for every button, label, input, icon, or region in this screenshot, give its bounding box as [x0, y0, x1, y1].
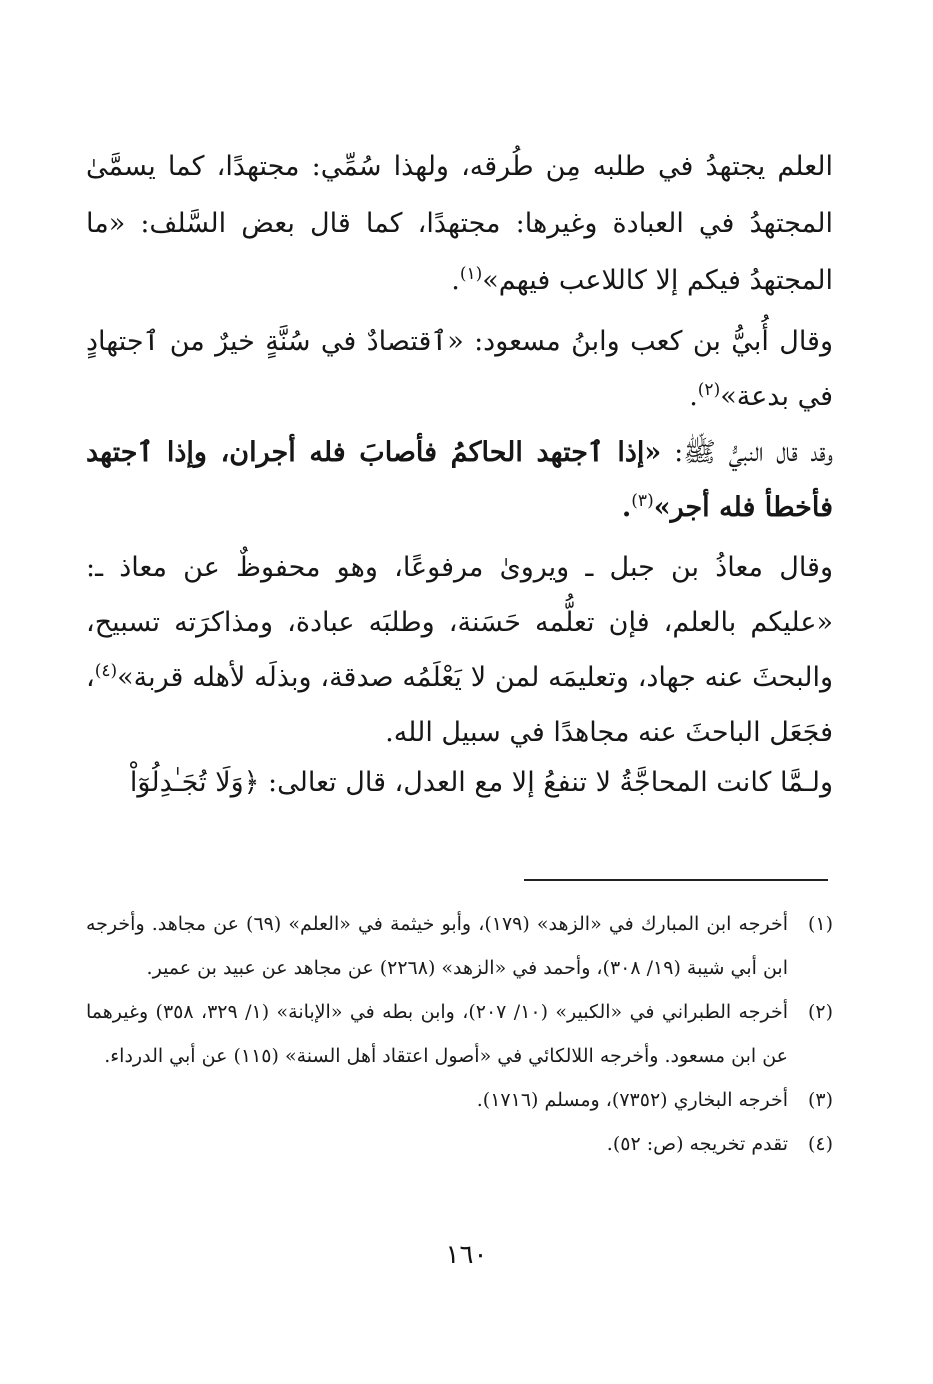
- footnote-divider: [524, 879, 828, 881]
- paragraph-1-end: .: [451, 265, 460, 296]
- footnote-ref-3[interactable]: (٣): [631, 491, 654, 511]
- footnote-number-3: (٣): [807, 1089, 833, 1111]
- footnote-text-4: تقدم تخريجه (ص: ٥٢).: [606, 1133, 788, 1155]
- footnote-2: [86, 990, 833, 1078]
- paragraph-5: [86, 755, 833, 810]
- footnote-number-2: (٢): [807, 1001, 833, 1023]
- footnote-ref-4[interactable]: (٤): [94, 661, 118, 681]
- footnote-text-3: أخرجه البخاري (٧٣٥٢)، ومسلم (١٧١٦).: [476, 1089, 788, 1111]
- hadith-quote: «إذا ٱجتهد الحاكمُ فأصابَ فله أجران، وإذا ٱجتهد فأخطأ فله أجر»: [86, 437, 833, 523]
- footnote-number-1: (١): [807, 913, 833, 935]
- paragraph-2-text: وقال أُبيُّ بن كعب وابنُ مسعود: «ٱقتصادٌ في سُنَّةٍ خيرٌ من ٱجتهادٍ في بدعة»: [86, 326, 833, 412]
- footnote-4: [86, 1122, 833, 1166]
- footnote-1: [86, 902, 833, 990]
- footnote-ref-2[interactable]: (٢): [697, 380, 721, 400]
- paragraph-4-text-b: ، فجَعَل الباحثَ عنه مجاهدًا في سبيل الله.: [86, 662, 833, 748]
- paragraph-1-text: العلم يجتهدُ في طلبه مِن طُرقه، ولهذا سُمِّي: مجتهدًا، كما يسمَّىٰ المجتهدُ في العبادة وغيرها: مجتهدًا، كما قال بعض السَّلف: «ما المجتهدُ فيكم إلا كاللاعب فيهم»: [86, 151, 833, 296]
- paragraph-4: [86, 540, 833, 760]
- paragraph-3-intro: وقد قال النبيُّ ﷺ:: [661, 437, 834, 468]
- footnote-ref-1[interactable]: (١): [459, 264, 483, 284]
- footnotes-section: [86, 902, 833, 1166]
- footnote-3: [86, 1078, 833, 1122]
- footnote-text-1: أخرجه ابن المبارك في «الزهد» (١٧٩)، وأبو خيثمة في «العلم» (٦٩) عن مجاهد. وأخرجه ابن أبي شيبة (١٩/ ٣٠٨)، وأحمد في «الزهد» (٢٢٦٨) عن مجاهد عن عبيد بن عمير.: [86, 913, 788, 979]
- paragraph-5-text: ولـمَّا كانت المحاجَّةُ لا تنفعُ إلا مع العدل، قال تعالى: ﴿وَلَا تُجَـٰدِلُوٓاْ: [129, 767, 833, 798]
- page-number: ١٦٠: [445, 1240, 488, 1270]
- paragraph-3-end: .: [621, 492, 632, 523]
- paragraph-4-text-a: وقال معاذُ بن جبل ـ ويروىٰ مرفوعًا، وهو محفوظٌ عن معاذ ـ: «عليكم بالعلم، فإن تعلُّمه حَسَنة، وطلبَه عبادة، ومذاكرَته تسبيح، والبحثَ عنه جهاد، وتعليمَه لمن لا يَعْلَمُه صدقة، وبذلَه لأهله قربة»: [86, 552, 834, 693]
- paragraph-2: [86, 314, 833, 424]
- footnote-text-2: أخرجه الطبراني في «الكبير» (١٠/ ٢٠٧)، وابن بطه في «الإبانة» (١/ ٣٢٩، ٣٥٨) وغيرهما عن ابن مسعود. وأخرجه اللالكائي في «أصول اعتقاد أهل السنة» (١١٥) عن أبي الدرداء.: [86, 1001, 788, 1067]
- paragraph-3: [86, 425, 833, 535]
- footnote-number-4: (٤): [807, 1133, 833, 1155]
- paragraph-1: [86, 138, 833, 309]
- paragraph-2-end: .: [689, 381, 698, 412]
